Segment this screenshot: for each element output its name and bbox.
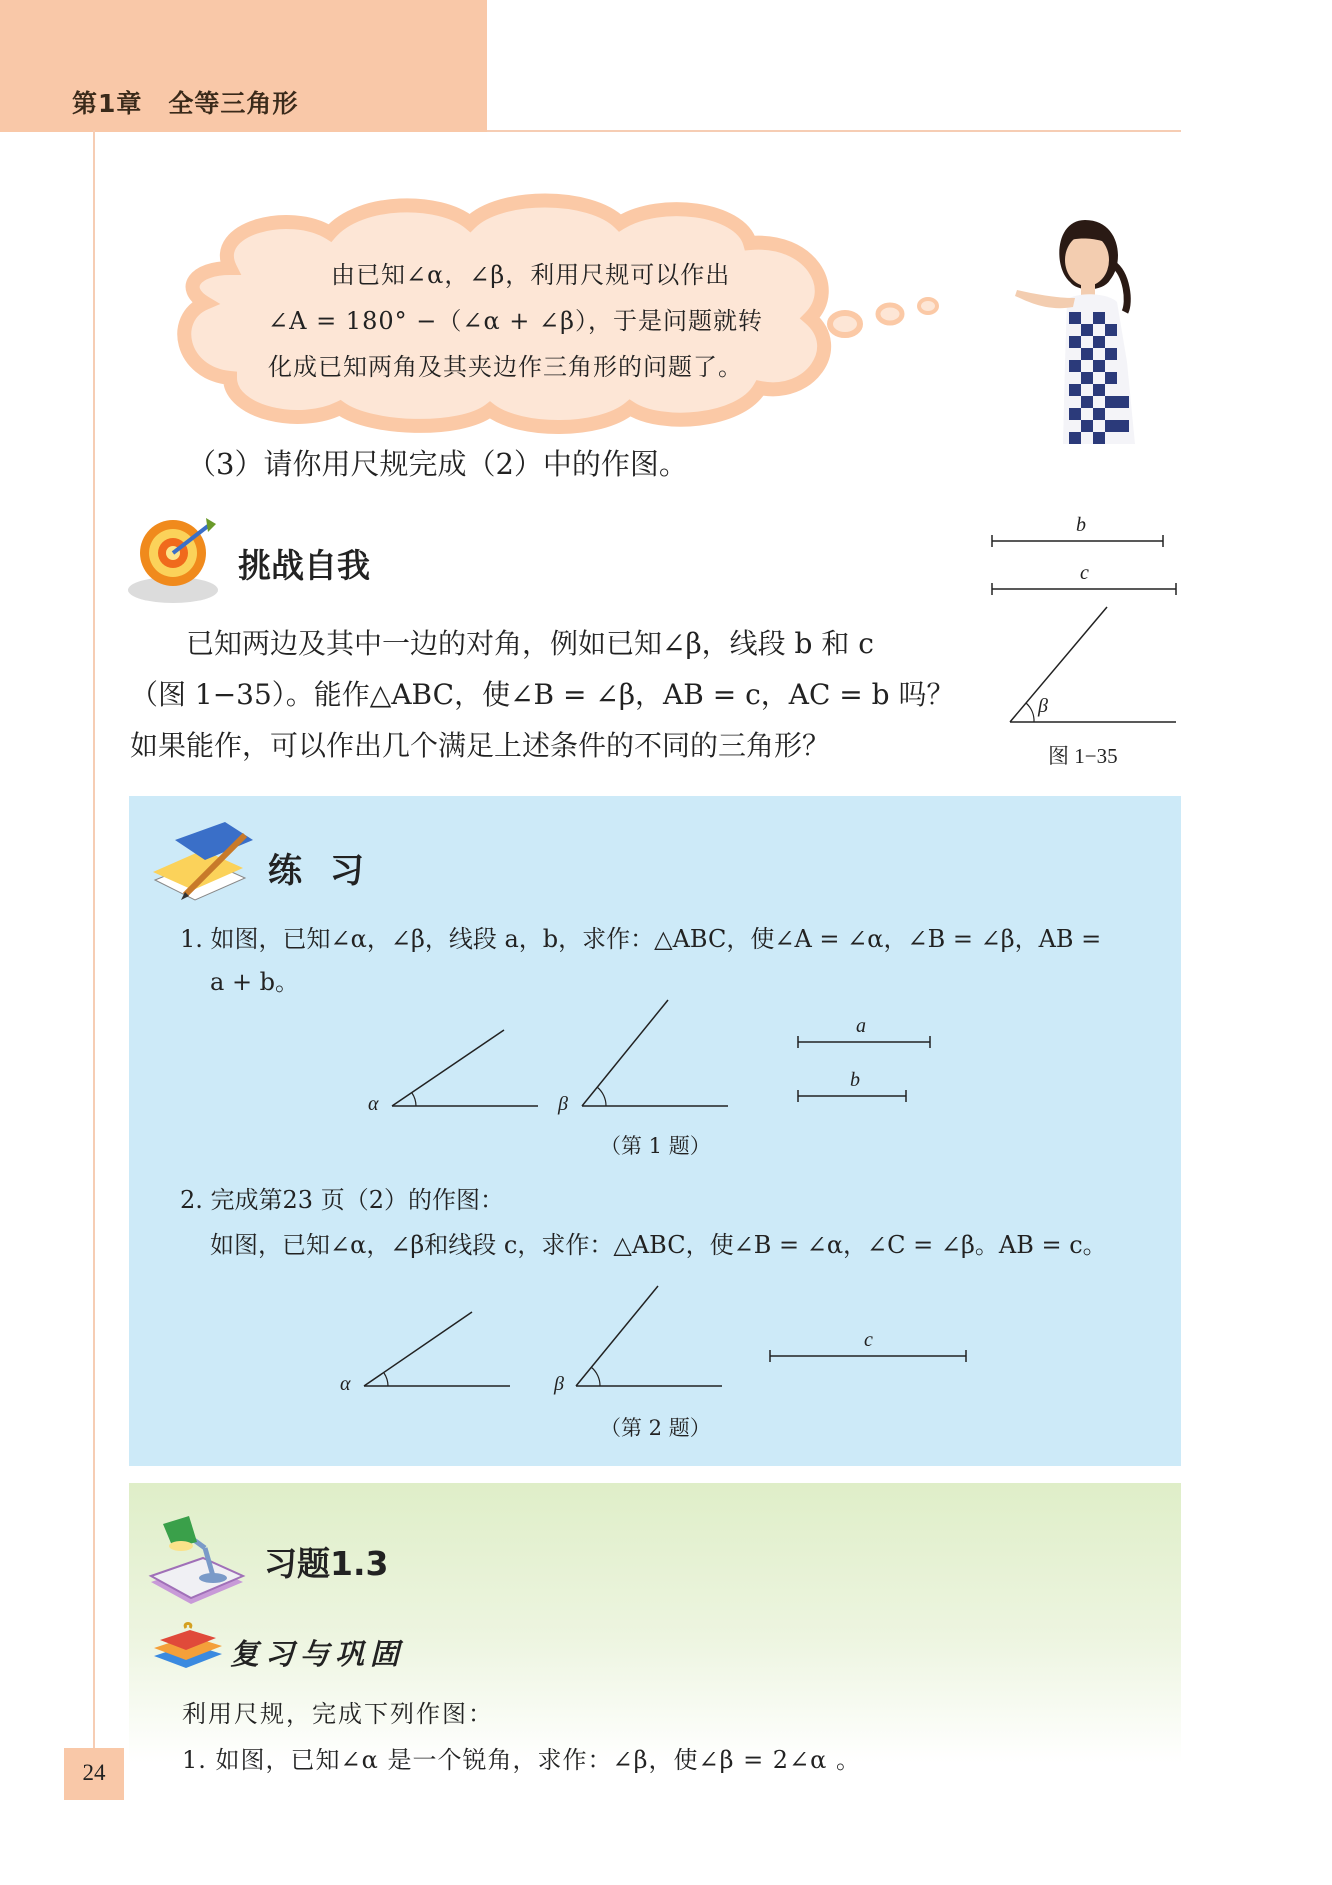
figure-caption: （第 2 题）: [600, 1416, 711, 1440]
practice-question-2: 2. 完成第23 页（2）的作图：: [180, 1186, 504, 1214]
chapter-title: 第1章 全等三角形: [72, 89, 299, 118]
exercise-1: 1. 如图，已知∠α 是一个锐角，求作：∠β，使∠β = 2∠α 。: [182, 1746, 862, 1774]
review-title: 复习与巩固: [230, 1637, 406, 1671]
challenge-title: 挑战自我: [238, 546, 370, 585]
segment-a-label: a: [856, 1015, 866, 1037]
cloud-line: 由已知∠α，∠β，利用尺规可以作出: [331, 261, 731, 289]
segment-b-label: b: [1076, 514, 1086, 536]
target-icon: [128, 508, 228, 608]
challenge-paragraph: 如果能作，可以作出几个满足上述条件的不同的三角形？: [130, 729, 831, 762]
books-icon: [150, 1622, 225, 1672]
books-pencil-icon: [145, 820, 255, 910]
practice-title: 练 习: [268, 851, 372, 891]
alpha-label: α: [368, 1093, 379, 1115]
header-rule: [487, 130, 1181, 132]
practice-question-2-body: 如图，已知∠α，∠β和线段 c，求作：△ABC，使∠B = ∠α，∠C = ∠β。AB = c。: [210, 1231, 1107, 1259]
beta-label: β: [554, 1373, 564, 1395]
lamp-book-icon: [143, 1512, 258, 1612]
exercise-title: 习题1.3: [264, 1544, 389, 1583]
practice-question-1-cont: a + b。: [210, 968, 300, 996]
figure-1-35: [990, 515, 1190, 725]
cloud-line: ∠A = 180° −（∠α + ∠β），于是问题就转: [268, 307, 764, 335]
girl-illustration: [1015, 212, 1185, 452]
page-number: 24: [82, 1760, 106, 1785]
question-2-figure: [340, 1280, 980, 1400]
angle-beta-label: β: [1038, 695, 1048, 717]
margin-rule: [93, 130, 95, 1750]
figure-caption: 图 1−35: [1048, 744, 1118, 768]
cloud-line: 化成已知两角及其夹边作三角形的问题了。: [268, 353, 743, 381]
challenge-paragraph: 已知两边及其中一边的对角，例如已知∠β，线段 b 和 c: [186, 627, 874, 660]
challenge-text: [130, 618, 960, 771]
thought-cloud-text: [268, 252, 788, 390]
practice-question-1: 1. 如图，已知∠α，∠β，线段 a，b，求作：△ABC，使∠A = ∠α，∠B = ∠β，AB =: [180, 925, 1102, 953]
segment-c-label: c: [1080, 562, 1089, 584]
beta-label: β: [558, 1093, 568, 1115]
step-3-instruction: （3）请你用尺规完成（2）中的作图。: [187, 447, 688, 481]
question-1-figure: [360, 990, 960, 1120]
figure-caption: （第 1 题）: [600, 1134, 711, 1158]
challenge-paragraph: （图 1−35）。能作△ABC，使∠B = ∠β，AB = c，AC = b 吗？: [130, 678, 955, 711]
review-intro: 利用尺规，完成下列作图：: [182, 1700, 494, 1728]
segment-c-label: c: [864, 1329, 873, 1351]
segment-b-label: b: [850, 1069, 860, 1091]
alpha-label: α: [340, 1373, 351, 1395]
